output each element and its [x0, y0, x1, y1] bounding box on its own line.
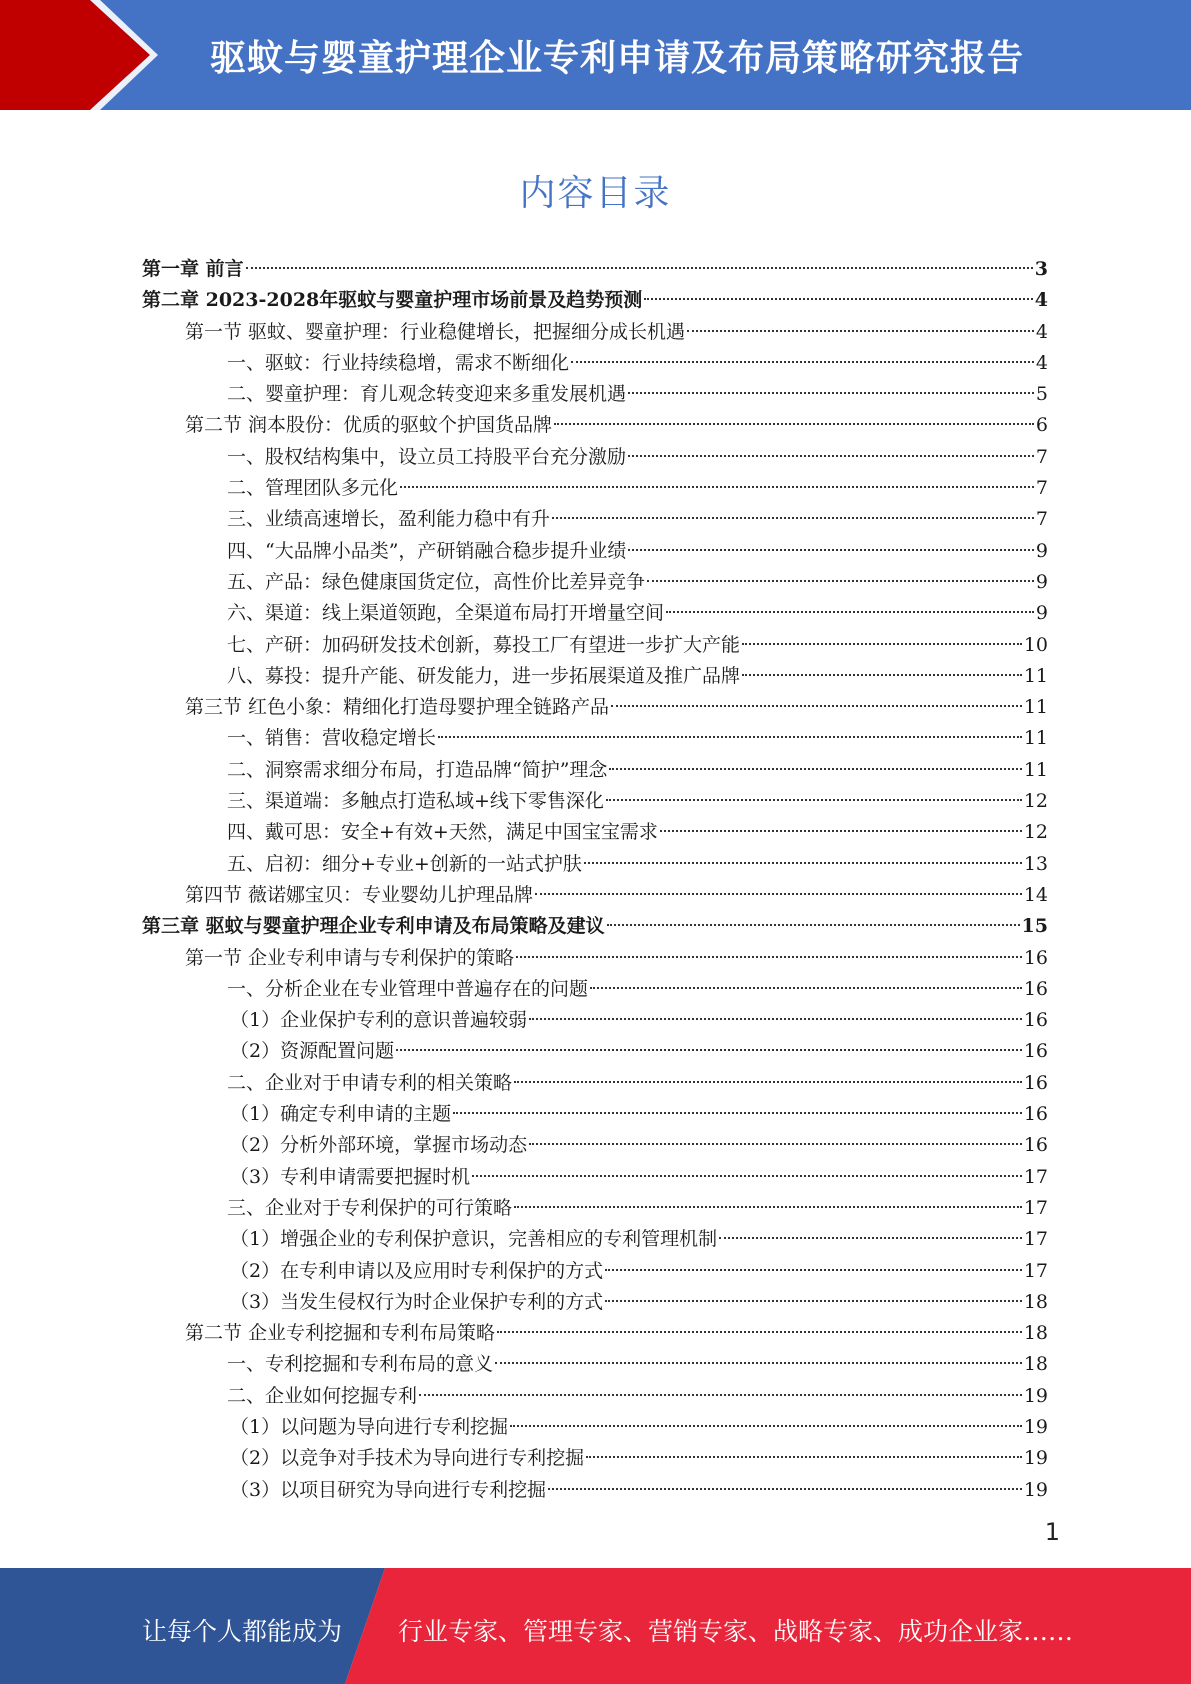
toc-leader-dots [660, 830, 1022, 832]
toc-entry-page: 16 [1023, 946, 1048, 969]
toc-entry-label: 二、管理团队多元化 [227, 477, 399, 500]
toc-entry-label: 三、企业对于专利保护的可行策略 [227, 1196, 513, 1219]
toc-entry-page: 16 [1023, 1071, 1048, 1094]
toc-entry-label: 第四节 薇诺娜宝贝：专业婴幼儿护理品牌 [185, 883, 534, 906]
toc-leader-dots [419, 1394, 1022, 1396]
toc-entry-page: 12 [1023, 790, 1048, 813]
toc-entry[interactable] [142, 630, 1048, 661]
toc-entry-page: 13 [1023, 852, 1048, 875]
toc-entry-label: 八、募投：提升产能、研发能力，进一步拓展渠道及推广品牌 [227, 664, 741, 687]
toc-leader-dots [453, 1112, 1022, 1114]
toc-entry-label: 第三章 驱蚊与婴童护理企业专利申请及布局策略及建议 [142, 915, 605, 938]
toc-entry-page: 19 [1023, 1384, 1048, 1407]
toc-entry-page: 16 [1023, 1134, 1048, 1157]
toc-entry-page: 5 [1035, 383, 1048, 406]
toc-entry-label: 第三节 红色小象：精细化打造母婴护理全链路产品 [185, 696, 610, 719]
toc-entry[interactable] [142, 285, 1048, 316]
toc-entry[interactable] [142, 348, 1048, 379]
toc-entry-label: 三、业绩高速增长，盈利能力稳中有升 [227, 508, 551, 531]
toc-entry-label: （2）以竞争对手技术为导向进行专利挖掘 [230, 1447, 585, 1470]
toc-leader-dots [400, 486, 1034, 488]
toc-entry-label: 六、渠道：线上渠道领跑，全渠道布局打开增量空间 [227, 602, 665, 625]
toc-entry-page: 16 [1023, 977, 1048, 1000]
toc-leader-dots [552, 517, 1034, 519]
toc-entry-page: 17 [1023, 1259, 1048, 1282]
toc-entry-label: 第一章 前言 [142, 258, 244, 280]
toc-leader-dots [687, 330, 1034, 332]
toc-entry-page: 4 [1035, 320, 1048, 343]
toc-leader-dots [644, 298, 1033, 300]
toc-leader-dots [611, 705, 1022, 707]
toc-leader-dots [514, 1206, 1022, 1208]
toc-entry-page: 7 [1035, 445, 1048, 468]
toc-heading: 内容目录 [519, 173, 672, 214]
footer-slogan-right: 行业专家、管理专家、营销专家、战略专家、成功企业家…… [398, 1617, 1074, 1646]
toc-entry-label: 一、驱蚊：行业持续稳增，需求不断细化 [227, 351, 570, 374]
toc-leader-dots [510, 1425, 1022, 1427]
toc-entry[interactable] [142, 911, 1048, 942]
toc-entry-label: 四、戴可思：安全+有效+天然，满足中国宝宝需求 [227, 821, 658, 844]
toc-entry[interactable] [142, 473, 1048, 504]
toc-entry-page: 7 [1035, 477, 1048, 500]
toc-entry[interactable] [142, 317, 1048, 348]
toc-entry-label: 第二章 2023-2028年驱蚊与婴童护理市场前景及趋势预测 [142, 289, 643, 312]
toc-leader-dots [396, 1049, 1022, 1051]
toc-entry-label: 一、专利挖掘和专利布局的意义 [227, 1353, 494, 1376]
toc-entry[interactable] [142, 567, 1048, 598]
toc-entry-page: 15 [1021, 915, 1048, 938]
toc-entry[interactable] [142, 1256, 1048, 1287]
toc-entry-label: （1）确定专利申请的主题 [230, 1103, 452, 1126]
page-number: 1 [1044, 1518, 1060, 1546]
toc-entry-label: （1）以问题为导向进行专利挖掘 [230, 1415, 509, 1438]
toc-leader-dots [514, 1081, 1022, 1083]
toc-entry-label: 一、分析企业在专业管理中普遍存在的问题 [227, 977, 589, 1000]
toc-entry[interactable] [142, 661, 1048, 692]
toc-leader-dots [438, 736, 1022, 738]
footer-slogan-left: 让每个人都能成为 [142, 1617, 343, 1646]
toc-entry-page: 16 [1023, 1103, 1048, 1126]
toc-entry-page: 18 [1023, 1290, 1048, 1313]
toc-entry-label: 二、洞察需求细分布局，打造品牌“简护”理念 [227, 758, 608, 781]
toc-leader-dots [607, 924, 1020, 926]
toc-entry[interactable] [142, 379, 1048, 410]
toc-leader-dots [495, 1362, 1022, 1364]
toc-leader-dots [606, 799, 1022, 801]
toc-entry-label: （2）资源配置问题 [230, 1040, 395, 1063]
table-of-contents [142, 254, 1048, 1506]
toc-entry-page: 17 [1023, 1196, 1048, 1219]
toc-entry-page: 18 [1023, 1353, 1048, 1376]
toc-leader-dots [554, 423, 1034, 425]
toc-entry-page: 11 [1023, 664, 1048, 687]
toc-entry-page: 16 [1023, 1040, 1048, 1063]
toc-entry[interactable] [142, 1349, 1048, 1380]
toc-entry-page: 7 [1035, 508, 1048, 531]
toc-leader-dots [647, 580, 1034, 582]
toc-entry[interactable] [142, 1130, 1048, 1161]
toc-entry[interactable] [142, 1162, 1048, 1193]
toc-leader-dots [529, 1143, 1022, 1145]
toc-entry-label: 第一节 企业专利申请与专利保护的策略 [185, 946, 515, 969]
toc-leader-dots [535, 893, 1022, 895]
toc-leader-dots [628, 455, 1034, 457]
toc-leader-dots [742, 643, 1022, 645]
toc-entry[interactable] [142, 254, 1048, 285]
toc-entry[interactable] [142, 1193, 1048, 1224]
toc-entry-page: 16 [1023, 1009, 1048, 1032]
toc-entry-label: （3）以项目研究为导向进行专利挖掘 [230, 1478, 547, 1501]
toc-entry-label: 二、企业如何挖掘专利 [227, 1384, 418, 1407]
toc-entry[interactable] [142, 410, 1048, 441]
header-banner [0, 0, 1191, 110]
toc-entry-page: 14 [1023, 883, 1048, 906]
toc-entry[interactable] [142, 1412, 1048, 1443]
toc-leader-dots [246, 267, 1033, 269]
toc-entry[interactable] [142, 817, 1048, 848]
toc-entry-label: 第一节 驱蚊、婴童护理：行业稳健增长，把握细分成长机遇 [185, 320, 686, 343]
toc-entry-label: 四、“大品牌小品类”，产研销融合稳步提升业绩 [227, 539, 627, 562]
toc-leader-dots [605, 1269, 1022, 1271]
toc-leader-dots [666, 611, 1034, 613]
toc-leader-dots [628, 549, 1033, 551]
toc-leader-dots [516, 956, 1022, 958]
toc-entry-page: 6 [1035, 414, 1048, 437]
toc-leader-dots [586, 1456, 1022, 1458]
toc-entry-page: 19 [1023, 1478, 1048, 1501]
report-title: 驱蚊与婴童护理企业专利申请及布局策略研究报告 [210, 38, 1025, 79]
toc-entry-label: 三、渠道端：多触点打造私域+线下零售深化 [227, 790, 604, 813]
toc-entry-label: 一、股权结构集中，设立员工持股平台充分激励 [227, 445, 627, 468]
toc-entry[interactable] [142, 943, 1048, 974]
toc-leader-dots [584, 862, 1022, 864]
toc-leader-dots [590, 987, 1022, 989]
toc-entry[interactable] [142, 1036, 1048, 1067]
toc-entry-page: 12 [1023, 821, 1048, 844]
toc-entry-page: 19 [1023, 1415, 1048, 1438]
toc-entry-page: 10 [1023, 633, 1048, 656]
toc-entry-label: （3）当发生侵权行为时企业保护专利的方式 [230, 1290, 604, 1313]
toc-entry-label: 五、产品：绿色健康国货定位，高性价比差异竞争 [227, 570, 646, 593]
toc-entry[interactable] [142, 1287, 1048, 1318]
toc-entry[interactable] [142, 786, 1048, 817]
toc-entry-page: 4 [1035, 351, 1048, 374]
toc-leader-dots [571, 361, 1034, 363]
toc-entry-label: 第二节 企业专利挖掘和专利布局策略 [185, 1322, 496, 1345]
toc-entry-label: 一、销售：营收稳定增长 [227, 727, 437, 750]
toc-entry-label: （1）增强企业的专利保护意识，完善相应的专利管理机制 [230, 1228, 718, 1251]
toc-entry-label: 第二节 润本股份：优质的驱蚊个护国货品牌 [185, 414, 553, 437]
footer-banner [0, 1568, 1191, 1684]
toc-entry[interactable] [142, 598, 1048, 629]
toc-leader-dots [548, 1488, 1022, 1490]
toc-entry[interactable] [142, 1381, 1048, 1412]
toc-entry-label: 七、产研：加码研发技术创新，募投工厂有望进一步扩大产能 [227, 633, 741, 656]
toc-entry-page: 9 [1035, 539, 1048, 562]
toc-entry[interactable] [142, 1318, 1048, 1349]
toc-leader-dots [719, 1237, 1022, 1239]
toc-entry[interactable] [142, 849, 1048, 880]
toc-entry-label: （2）在专利申请以及应用时专利保护的方式 [230, 1259, 604, 1282]
toc-entry[interactable] [142, 1005, 1048, 1036]
toc-entry[interactable] [142, 1099, 1048, 1130]
toc-entry[interactable] [142, 1068, 1048, 1099]
toc-entry-label: （3）专利申请需要把握时机 [230, 1165, 471, 1188]
toc-entry-page: 17 [1023, 1228, 1048, 1251]
toc-entry[interactable] [142, 504, 1048, 535]
toc-entry-label: （2）分析外部环境，掌握市场动态 [230, 1134, 528, 1157]
toc-entry[interactable] [142, 692, 1048, 723]
toc-entry-label: 二、婴童护理：育儿观念转变迎来多重发展机遇 [227, 383, 627, 406]
toc-entry-label: 二、企业对于申请专利的相关策略 [227, 1071, 513, 1094]
toc-entry-page: 9 [1035, 602, 1048, 625]
toc-entry-page: 17 [1023, 1165, 1048, 1188]
toc-entry[interactable] [142, 880, 1048, 911]
toc-entry-page: 11 [1023, 758, 1048, 781]
toc-leader-dots [605, 1300, 1022, 1302]
toc-entry-page: 4 [1034, 289, 1048, 312]
toc-entry-page: 3 [1034, 258, 1048, 280]
toc-entry[interactable] [142, 723, 1048, 754]
toc-leader-dots [497, 1331, 1022, 1333]
toc-leader-dots [529, 1018, 1022, 1020]
toc-entry-page: 18 [1023, 1322, 1048, 1345]
toc-entry[interactable] [142, 1224, 1048, 1255]
toc-entry[interactable] [142, 974, 1048, 1005]
toc-entry-page: 11 [1023, 727, 1048, 750]
toc-entry[interactable] [142, 755, 1048, 786]
toc-leader-dots [628, 392, 1034, 394]
toc-entry-page: 9 [1035, 570, 1048, 593]
toc-entry[interactable] [142, 1475, 1048, 1506]
toc-leader-dots [742, 674, 1022, 676]
toc-leader-dots [472, 1175, 1022, 1177]
toc-entry[interactable] [142, 1443, 1048, 1474]
toc-entry[interactable] [142, 536, 1048, 567]
toc-entry-page: 11 [1023, 696, 1048, 719]
toc-entry[interactable] [142, 442, 1048, 473]
toc-entry-label: （1）企业保护专利的意识普遍较弱 [230, 1009, 528, 1032]
toc-leader-dots [609, 768, 1021, 770]
toc-entry-label: 五、启初：细分+专业+创新的一站式护肤 [227, 852, 582, 875]
toc-entry-page: 19 [1023, 1447, 1048, 1470]
